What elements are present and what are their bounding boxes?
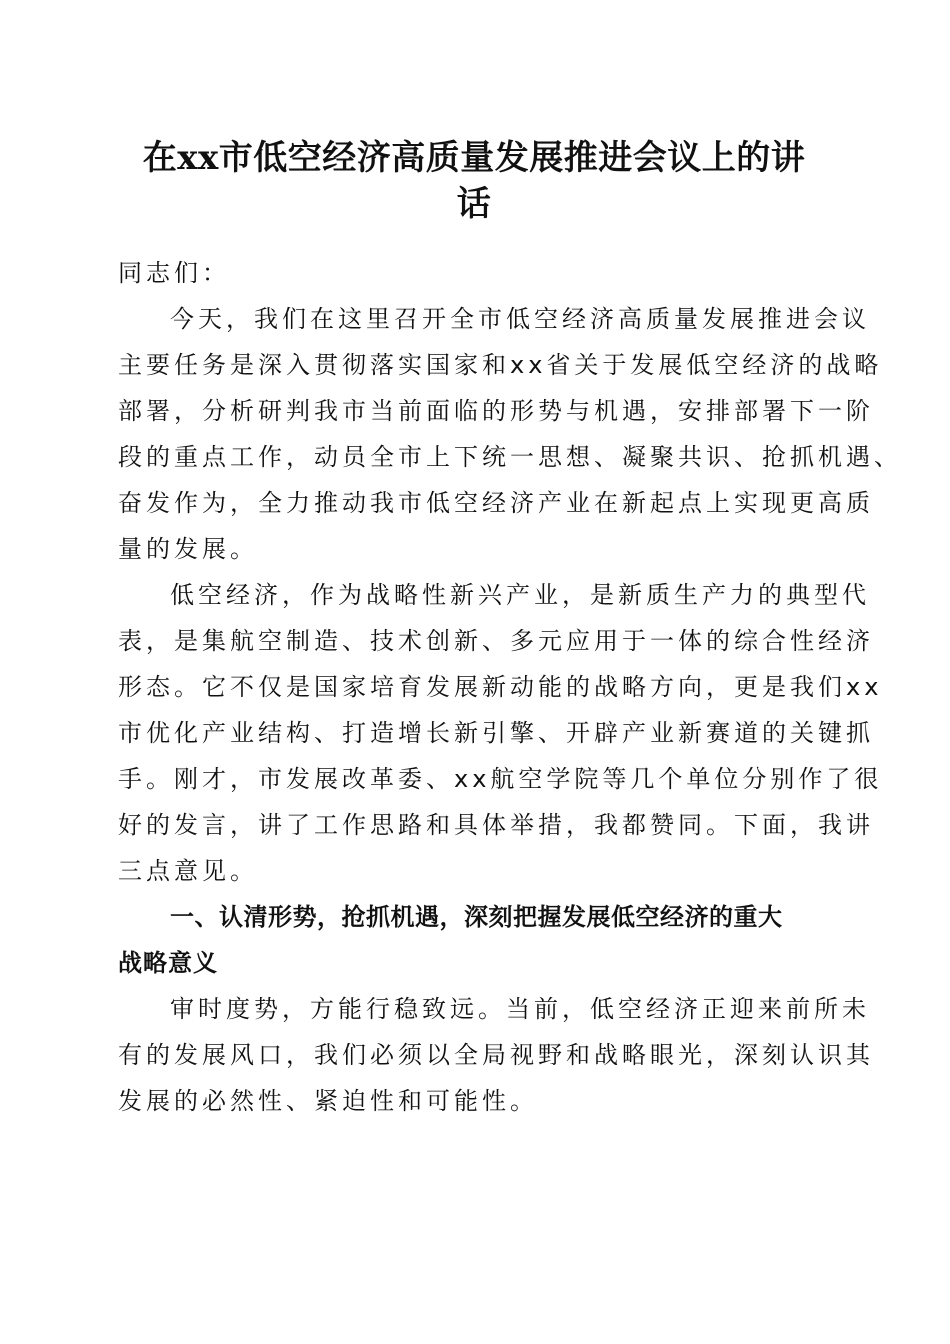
paragraph-3 [118,986,874,1124]
paragraph-line: 今天，我们在这里召开全市低空经济高质量发展推进会议 [170,305,870,333]
paragraph-line: 量的发展。 [118,535,258,563]
document-body [118,250,902,1124]
document-title [118,136,830,228]
title-line: 在xx市低空经济高质量发展推进会议上的讲 [142,138,806,178]
paragraph-line: 形态。它不仅是国家培育发展新动能的战略方向，更是我们xx [118,673,883,701]
paragraph-line: 段的重点工作，动员全市上下统一思想、凝聚共识、抢抓机遇、 [118,443,902,471]
paragraph-line: 三点意见。 [118,857,258,885]
paragraph-1 [118,296,902,572]
paragraph-line: 奋发作为，全力推动我市低空经济产业在新起点上实现更高质 [118,489,874,517]
paragraph-line: 主要任务是深入贯彻落实国家和xx省关于发展低空经济的战略 [118,351,883,379]
section-heading-line: 一、认清形势，抢抓机遇，深刻把握发展低空经济的重大 [170,903,783,931]
paragraph-line: 发展的必然性、紧迫性和可能性。 [118,1087,538,1115]
paragraph-2 [118,572,883,894]
section-heading-1 [118,894,830,986]
paragraph-line: 手。刚才，市发展改革委、xx航空学院等几个单位分别作了很 [118,765,883,793]
section-heading-line: 战略意义 [118,949,218,977]
paragraph-line: 表，是集航空制造、技术创新、多元应用于一体的综合性经济 [118,627,874,655]
paragraph-line: 好的发言，讲了工作思路和具体举措，我都赞同。下面，我讲 [118,811,874,839]
salutation: 同志们： [118,259,230,287]
paragraph-line: 市优化产业结构、打造增长新引擎、开辟产业新赛道的关键抓 [118,719,874,747]
paragraph-line: 审时度势，方能行稳致远。当前，低空经济正迎来前所未 [170,995,870,1023]
paragraph-line: 部署，分析研判我市当前面临的形势与机遇，安排部署下一阶 [118,397,874,425]
paragraph-line: 有的发展风口，我们必须以全局视野和战略眼光，深刻认识其 [118,1041,874,1069]
title-line: 话 [456,184,492,224]
paragraph-line: 低空经济，作为战略性新兴产业，是新质生产力的典型代 [170,581,870,609]
